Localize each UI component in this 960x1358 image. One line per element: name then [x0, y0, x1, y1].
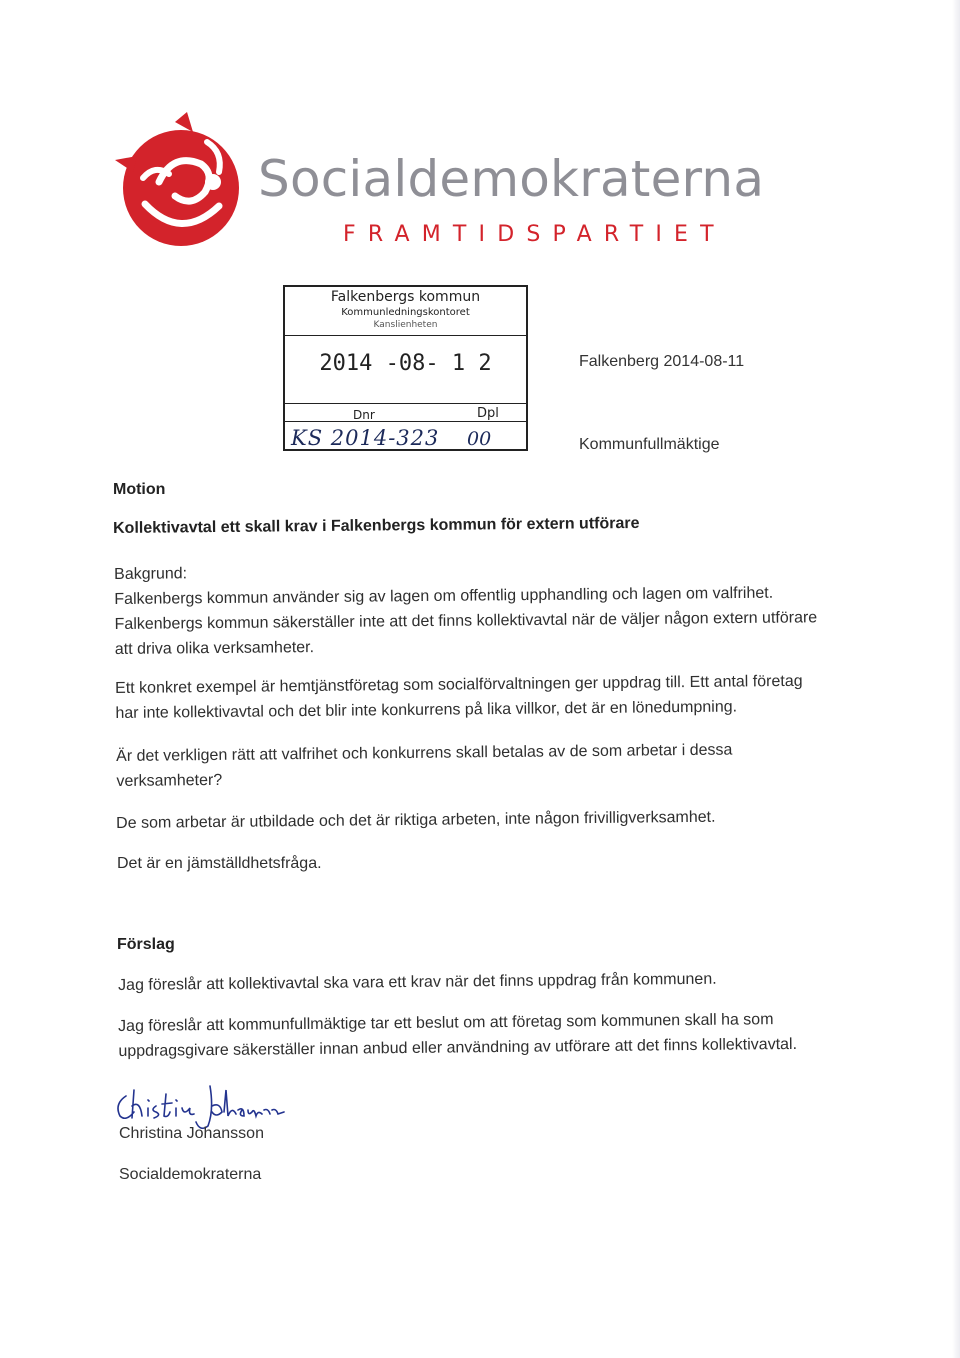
- stamp-dnr-label: Dnr: [353, 408, 375, 422]
- stamp-case-suffix: 00: [467, 428, 492, 450]
- stamp-divider: [285, 335, 526, 336]
- question-paragraph: [116, 738, 733, 794]
- stamp-received-date: 2014 -08- 1 2: [319, 351, 492, 376]
- stamp-divider: [285, 403, 526, 404]
- paragraph-line: Jag föreslår att kommunfullmäktige tar ett beslut om att företag som kommunen skall ha som: [118, 1011, 774, 1035]
- paragraph-line: verksamheter?: [116, 771, 223, 790]
- receipt-stamp: [283, 285, 528, 451]
- document-type: Motion: [113, 481, 166, 498]
- place-date: Falkenberg 2014-08-11: [579, 353, 745, 370]
- background-section: [114, 555, 818, 662]
- stamp-office: Kommunledningskontoret: [341, 307, 470, 318]
- document-title: Kollektivavtal ett skall krav i Falkenbergs kommun för extern utförare: [113, 514, 640, 537]
- scan-edge: [952, 0, 960, 1358]
- proposal-item: Jag föreslår att kollektivavtal ska vara ett krav när det finns uppdrag från kommunen.: [118, 970, 717, 994]
- signer-name: Christina Johansson: [119, 1125, 264, 1142]
- paragraph-line: uppdragsgivare säkerställer innan anbud eller användning av utförare att det finns kollektivavtal.: [118, 1035, 798, 1060]
- handwritten-signature: [112, 1082, 287, 1130]
- paragraph-line: har inte kollektivavtal och det blir inte konkurrens på lika villkor, det är en lönedumpning.: [115, 698, 738, 722]
- stamp-unit: Kanslienheten: [373, 320, 438, 330]
- brand-name: Socialdemokraterna: [258, 150, 765, 208]
- stamp-divider: [285, 421, 526, 422]
- red-rose-logo-icon: [115, 112, 250, 252]
- stamp-case-number: KS 2014-323: [291, 426, 440, 450]
- stamp-organization: Falkenbergs kommun: [330, 289, 481, 305]
- paragraph-line: Falkenbergs kommun säkerställer inte att det finns kollektivavtal när de väljer någon extern utförare: [114, 609, 818, 633]
- workers-paragraph: De som arbetar är utbildade och det är riktiga arbeten, inte någon frivilligverksamhet.: [116, 808, 716, 832]
- brand-tagline: FRAMTIDSPARTIET: [343, 222, 726, 247]
- example-paragraph: [115, 669, 803, 726]
- paragraph-line: Är det verkligen rätt att valfrihet och konkurrens skall betalas av de som arbetar i dessa: [116, 741, 733, 765]
- stamp-dpl-label: Dpl: [477, 406, 499, 421]
- recipient: Kommunfullmäktige: [579, 436, 720, 453]
- paragraph-line: att driva olika verksamheter.: [114, 639, 315, 658]
- paragraph-line: Falkenbergs kommun använder sig av lagen om offentlig upphandling och lagen om valfrihet.: [114, 584, 774, 608]
- proposal-item: [118, 1007, 797, 1064]
- signer-party: Socialdemokraterna: [119, 1166, 262, 1183]
- paragraph-line: Ett konkret exempel är hemtjänstföretag som socialförvaltningen ger uppdrag till. Ett antal företag: [115, 672, 803, 697]
- background-label: Bakgrund:: [114, 565, 188, 583]
- proposal-heading: Förslag: [117, 936, 175, 953]
- equality-paragraph: Det är en jämställdhetsfråga.: [117, 855, 322, 872]
